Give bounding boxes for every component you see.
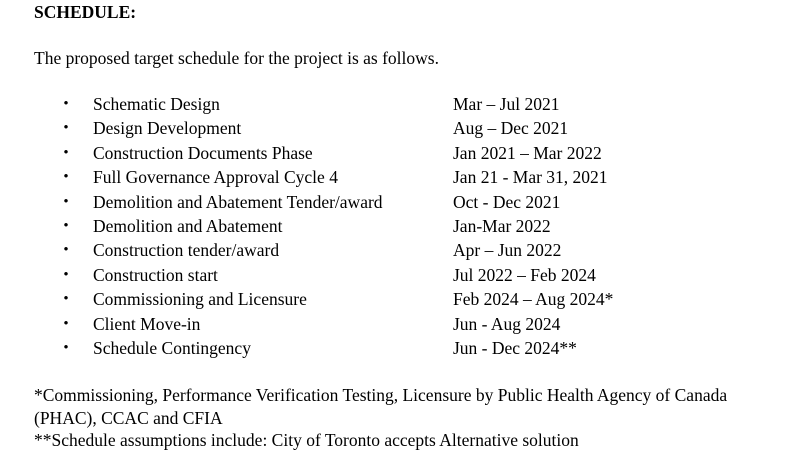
bullet-icon: • <box>63 120 69 137</box>
schedule-dates: Jun - Aug 2024 <box>453 313 561 334</box>
schedule-dates: Mar – Jul 2021 <box>453 94 560 114</box>
schedule-dates: Jul 2022 – Feb 2024 <box>453 264 596 285</box>
schedule-task: Schedule Contingency <box>93 337 251 358</box>
schedule-item <box>0 92 786 116</box>
schedule-item <box>0 336 786 360</box>
schedule-item <box>0 214 786 238</box>
schedule-list <box>0 92 786 360</box>
schedule-task: Construction tender/award <box>93 240 280 261</box>
schedule-task: Demolition and Abatement <box>93 215 283 236</box>
schedule-item <box>0 165 786 189</box>
bullet-icon: • <box>63 169 69 186</box>
bullet-icon: • <box>63 193 69 210</box>
schedule-item <box>0 312 786 336</box>
schedule-task: Commissioning and Licensure <box>93 289 307 310</box>
schedule-item <box>0 116 786 140</box>
schedule-item <box>0 263 786 287</box>
schedule-item <box>0 141 786 165</box>
schedule-task: Client Move-in <box>93 313 201 334</box>
schedule-dates: Jun - Dec 2024** <box>453 337 577 358</box>
bullet-icon: • <box>63 315 69 332</box>
schedule-task: Schematic Design <box>93 94 220 114</box>
schedule-dates: Jan-Mar 2022 <box>453 215 551 236</box>
bullet-icon: • <box>63 96 69 112</box>
schedule-task: Demolition and Abatement Tender/award <box>93 191 383 212</box>
bullet-icon: • <box>63 339 69 356</box>
schedule-item <box>0 190 786 214</box>
schedule-task: Construction Documents Phase <box>93 142 313 163</box>
footnote-commissioning: *Commissioning, Performance Verification Testing, Licensure by Public Health Agency of Canada (PHAC), CCAC and CFIA <box>34 385 728 428</box>
schedule-dates: Jan 21 - Mar 31, 2021 <box>453 167 608 188</box>
section-heading: SCHEDULE: <box>34 2 137 22</box>
footnotes <box>34 384 774 452</box>
bullet-icon: • <box>63 266 69 283</box>
schedule-task: Design Development <box>93 118 242 139</box>
schedule-item <box>0 287 786 311</box>
schedule-dates: Apr – Jun 2022 <box>453 240 562 261</box>
bullet-icon: • <box>63 242 69 259</box>
schedule-dates: Oct - Dec 2021 <box>453 191 561 212</box>
footnote-schedule-assumptions: **Schedule assumptions include: City of Toronto accepts Alternative solution <box>34 430 579 450</box>
schedule-dates: Aug – Dec 2021 <box>453 118 569 139</box>
schedule-dates: Feb 2024 – Aug 2024* <box>453 289 614 310</box>
bullet-icon: • <box>63 291 69 308</box>
schedule-task: Full Governance Approval Cycle 4 <box>93 167 338 188</box>
intro-paragraph: The proposed target schedule for the project is as follows. <box>34 48 439 68</box>
bullet-icon: • <box>63 217 69 234</box>
schedule-task: Construction start <box>93 264 218 285</box>
schedule-dates: Jan 2021 – Mar 2022 <box>453 142 602 163</box>
bullet-icon: • <box>63 144 69 161</box>
schedule-item <box>0 238 786 262</box>
